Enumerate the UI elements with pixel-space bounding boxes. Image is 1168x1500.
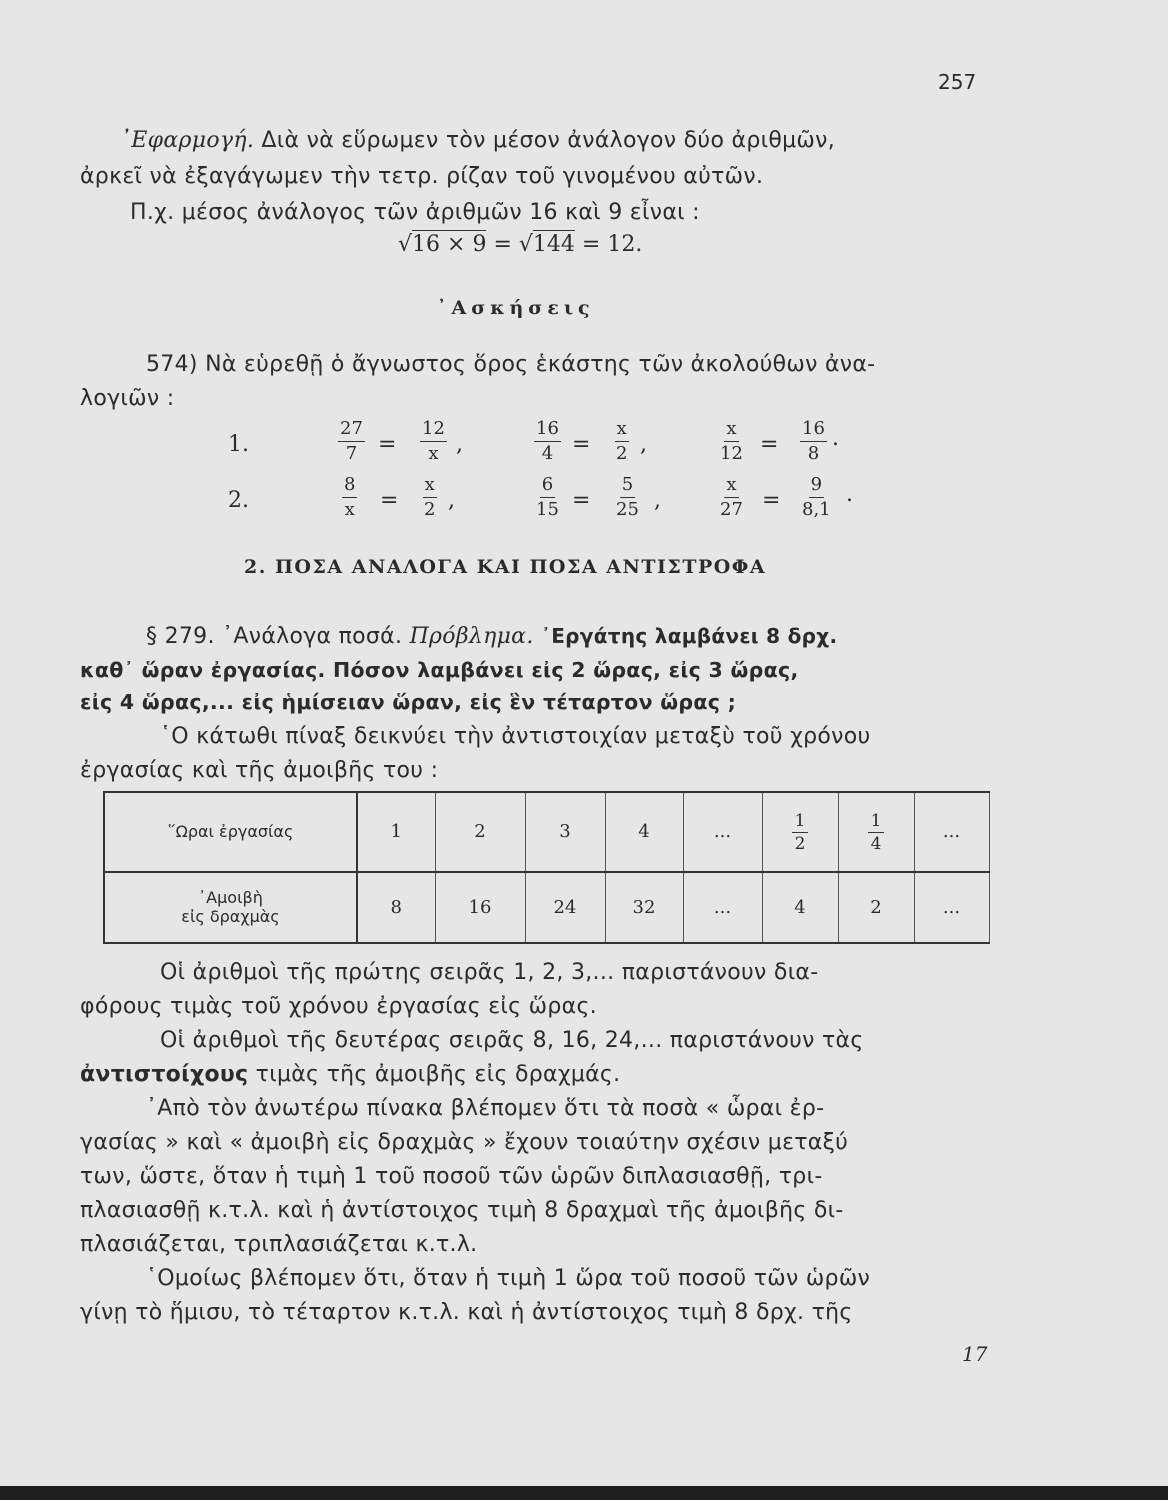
comma: , bbox=[456, 432, 463, 457]
fraction-denominator: 4 bbox=[870, 834, 882, 855]
paragraph-number: § 279. bbox=[146, 624, 215, 649]
problem-text-1: Νὰ εὑρεθῇ ὁ ἄγνωστος ὅρος ἑκάστης τῶν ἀκολούθων ἀνα- bbox=[205, 352, 876, 377]
row-label-pay-line-1: ᾿Αμοιβὴ bbox=[198, 888, 263, 908]
equals-sign: = bbox=[378, 432, 397, 457]
fraction: $\frac{16}{8}$ bbox=[802, 418, 825, 464]
fraction: $\frac{9}{8,1}$ bbox=[802, 474, 831, 520]
table-cell: ... bbox=[683, 792, 762, 872]
exercises-heading: ᾿Ασκήσεις bbox=[437, 297, 595, 319]
proportion-row-1-label: 1. bbox=[228, 432, 249, 457]
application-label: ᾿Εφαρμογή. bbox=[120, 128, 255, 153]
fraction-numerator: 1 bbox=[868, 813, 885, 833]
body-p2-line-2 bbox=[80, 1062, 620, 1087]
row-label-hours: ῞Ωραι ἐργασίας bbox=[104, 792, 357, 872]
signature-number: 17 bbox=[962, 1342, 988, 1366]
row-label-pay bbox=[104, 872, 357, 943]
table-cell: 16 bbox=[435, 872, 525, 943]
equals-sign: = bbox=[762, 488, 781, 513]
problem-bold-2: καθ᾿ ὥραν ἐργασίας. Πόσον λαμβάνει εἰς 2 ὥρας, εἰς 3 ὥρας, bbox=[80, 658, 799, 682]
fraction: $\frac{12}{x}$ bbox=[422, 418, 445, 464]
equals-sign: = bbox=[572, 488, 591, 513]
table-cell: 2 bbox=[838, 872, 914, 943]
formula-result: = 12. bbox=[581, 232, 643, 257]
formula-equals-1: = bbox=[493, 232, 512, 257]
table-cell: 2 bbox=[435, 792, 525, 872]
section-title: 2. ΠΟΣΑ ΑΝΑΛΟΓΑ ΚΑΙ ΠΟΣΑ ΑΝΤΙΣΤΡΟΦΑ bbox=[244, 556, 767, 578]
application-line-3: Π.χ. μέσος ἀνάλογος τῶν ἀριθμῶν 16 καὶ 9 εἶναι : bbox=[130, 200, 700, 225]
table-cell: ... bbox=[914, 872, 989, 943]
root-radicand-2: 144 bbox=[532, 232, 575, 257]
period: . bbox=[832, 426, 839, 451]
table-row bbox=[104, 872, 989, 943]
sqrt-sign: √ bbox=[398, 232, 413, 257]
problem-number: 574) bbox=[146, 352, 198, 377]
fraction: $\frac{x}{12}$ bbox=[720, 418, 743, 464]
table-cell: 4 bbox=[605, 792, 683, 872]
paragraph-title: ᾿Ανάλογα ποσά. bbox=[222, 624, 403, 649]
table-intro-2: ἐργασίας καὶ τῆς ἀμοιβῆς του : bbox=[80, 758, 439, 783]
comma: , bbox=[640, 432, 647, 457]
table-cell: 1 bbox=[357, 792, 435, 872]
problem-label: Πρόβλημα. bbox=[409, 624, 534, 649]
body-p1-line-2: φόρους τιμὰς τοῦ χρόνου ἐργασίας εἰς ὥρας. bbox=[80, 994, 597, 1019]
table-row bbox=[104, 792, 989, 872]
fraction: $\frac{16}{4}$ bbox=[536, 418, 559, 464]
table-cell: ... bbox=[914, 792, 989, 872]
emphasis-word: ἀντιστοίχους bbox=[80, 1062, 249, 1087]
root-formula bbox=[398, 232, 642, 257]
fraction-numerator: 1 bbox=[792, 813, 809, 833]
body-p3-line-3: των, ὥστε, ὅταν ἡ τιμὴ 1 τοῦ ποσοῦ τῶν ὡρῶν διπλασιασθῇ, τρι- bbox=[80, 1164, 823, 1189]
application-line-2: ἀρκεῖ νὰ ἐξαγάγωμεν τὴν τετρ. ρίζαν τοῦ γινομένου αὐτῶν. bbox=[80, 164, 764, 189]
table-cell: 4 bbox=[762, 872, 838, 943]
problem-bold-3: εἰς 4 ὥρας,... εἰς ἡμίσειαν ὥραν, εἰς ἓν τέταρτον ὥρας ; bbox=[80, 690, 737, 714]
fraction: $\frac{5}{25}$ bbox=[616, 474, 639, 520]
problem-574-line-2: λογιῶν : bbox=[80, 386, 175, 411]
table-cell: 24 bbox=[525, 872, 605, 943]
body-p4-line-1: ῾Ομοίως βλέπομεν ὅτι, ὅταν ἡ τιμὴ 1 ὥρα τοῦ ποσοῦ τῶν ὡρῶν bbox=[146, 1266, 871, 1291]
page-number: 257 bbox=[938, 70, 977, 94]
equals-sign: = bbox=[572, 432, 591, 457]
paragraph-279-line-1 bbox=[146, 624, 837, 649]
body-p1-line-1: Οἱ ἀριθμοὶ τῆς πρώτης σειρᾶς 1, 2, 3,... παριστάνουν δια- bbox=[160, 960, 819, 985]
body-p2-line-1: Οἱ ἀριθμοὶ τῆς δευτέρας σειρᾶς 8, 16, 24,... παριστάνουν τὰς bbox=[160, 1028, 864, 1053]
body-p4-line-2: γίνῃ τὸ ἥμισυ, τὸ τέταρτον κ.τ.λ. καὶ ἡ ἀντίστοιχος τιμὴ 8 δρχ. τῆς bbox=[80, 1300, 853, 1325]
body-p3-line-5: πλασιάζεται, τριπλασιάζεται κ.τ.λ. bbox=[80, 1232, 478, 1257]
table-cell: 3 bbox=[525, 792, 605, 872]
comma: , bbox=[448, 488, 455, 513]
scan-edge bbox=[0, 1486, 1168, 1500]
fraction: $\frac{x}{2}$ bbox=[424, 474, 436, 520]
fraction: $\frac{x}{2}$ bbox=[616, 418, 628, 464]
sqrt-sign: √ bbox=[518, 232, 533, 257]
table-cell-fraction bbox=[762, 792, 838, 872]
correspondence-table bbox=[103, 791, 990, 944]
application-line-1 bbox=[120, 128, 835, 153]
fraction-denominator: 2 bbox=[794, 834, 806, 855]
table-cell: ... bbox=[683, 872, 762, 943]
problem-bold-1: ᾿Εργάτης λαμβάνει 8 δρχ. bbox=[540, 624, 838, 648]
equals-sign: = bbox=[380, 488, 399, 513]
period: . bbox=[846, 482, 853, 507]
comma: , bbox=[654, 488, 661, 513]
fraction: $\frac{27}{7}$ bbox=[340, 418, 363, 464]
body-p3-line-4: πλασιασθῇ κ.τ.λ. καὶ ἡ ἀντίστοιχος τιμὴ 8 δραχμαὶ τῆς ἀμοιβῆς δι- bbox=[80, 1198, 844, 1223]
row-label-pay-line-2: εἰς δραχμὰς bbox=[181, 907, 280, 927]
fraction: $\frac{x}{27}$ bbox=[720, 474, 743, 520]
table-cell: 32 bbox=[605, 872, 683, 943]
proportion-row-2-label: 2. bbox=[228, 488, 249, 513]
application-text-1: Διὰ νὰ εὕρωμεν τὸν μέσον ἀνάλογον δύο ἀριθμῶν, bbox=[261, 128, 835, 153]
root-radicand-1: 16 × 9 bbox=[412, 232, 487, 257]
problem-574-line-1 bbox=[146, 352, 875, 377]
table-intro-1: ῾Ο κάτωθι πίναξ δεικνύει τὴν ἀντιστοιχίαν μεταξὺ τοῦ χρόνου bbox=[160, 724, 871, 749]
body-p3-line-2: γασίας » καὶ « ἀμοιβὴ εἰς δραχμὰς » ἔχουν τοιαύτην σχέσιν μεταξύ bbox=[80, 1130, 849, 1155]
equals-sign: = bbox=[760, 432, 779, 457]
table-cell: 8 bbox=[357, 872, 435, 943]
fraction: $\frac{8}{x}$ bbox=[344, 474, 356, 520]
fraction: $\frac{6}{15}$ bbox=[536, 474, 559, 520]
body-p2-rest: τιμὰς τῆς ἀμοιβῆς εἰς δραχμάς. bbox=[255, 1062, 621, 1087]
body-p3-line-1: ᾿Απὸ τὸν ἀνωτέρω πίνακα βλέπομεν ὅτι τὰ ποσὰ « ὧραι ἐρ- bbox=[146, 1096, 825, 1121]
table-cell-fraction bbox=[838, 792, 914, 872]
